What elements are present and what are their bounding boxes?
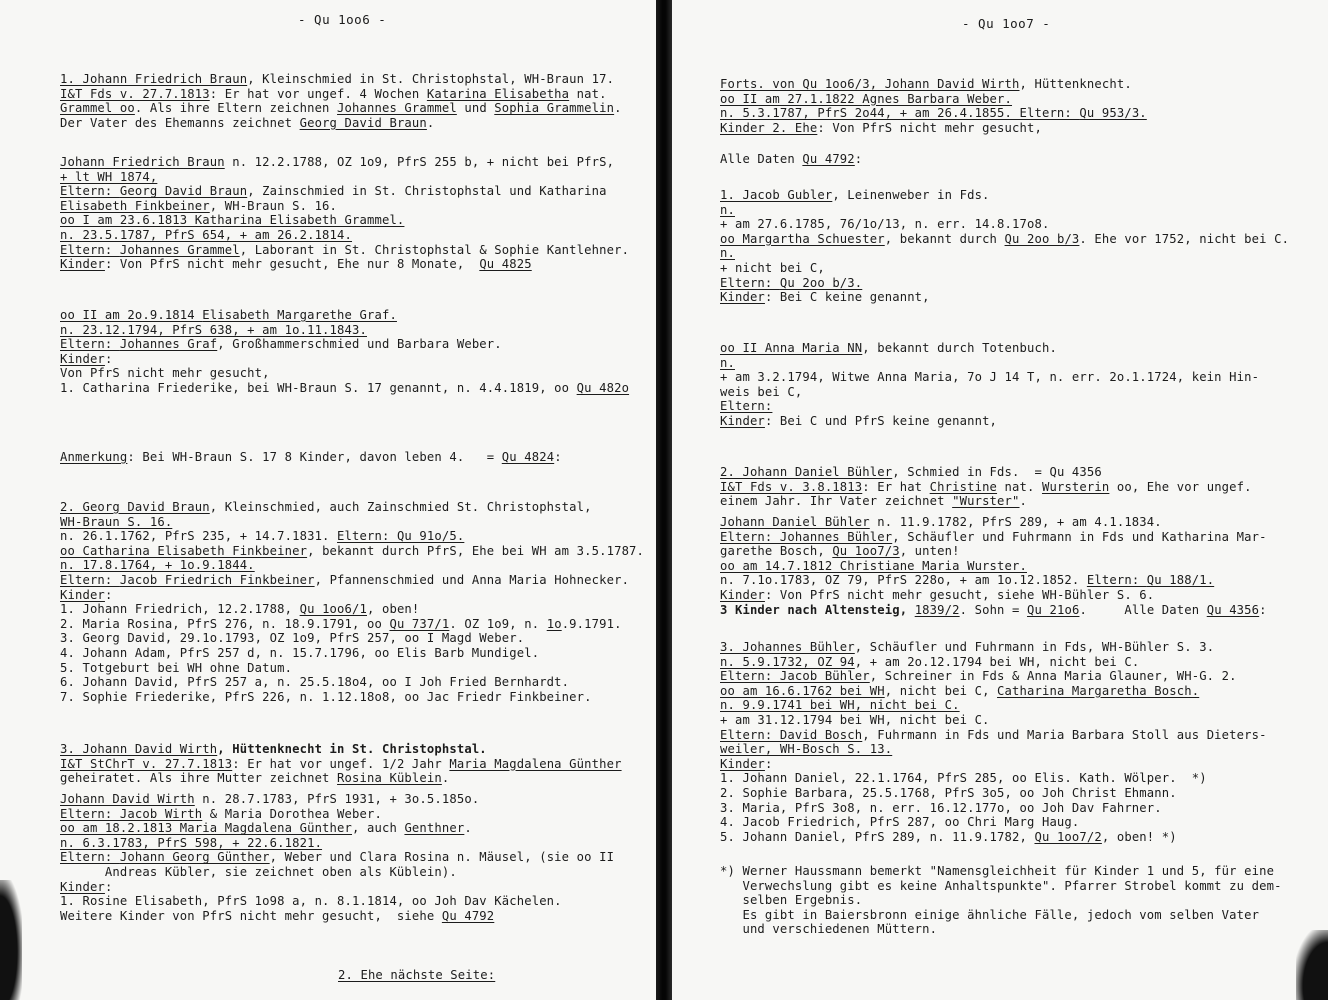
text-line (60, 213, 404, 227)
text-line (60, 661, 292, 675)
page-title-right: - Qu 1oo7 - (962, 16, 1051, 31)
text-line (60, 72, 614, 86)
text-segment: Der Vater des Ehemanns zeichnet (60, 115, 300, 130)
text-line (720, 276, 862, 290)
text-segment: "Wurster" (952, 494, 1020, 509)
text-segment: : Von PfrS nicht mehr gesucht, Ehe nur 8 Monate, (104, 257, 480, 272)
text-segment: Johannes Grammel (119, 242, 240, 257)
text-line (60, 381, 629, 395)
text-segment: Qu 4792 (802, 152, 855, 166)
text-segment: Georg David Braun (119, 184, 248, 199)
text-segment: 3. Maria, PfrS 3o8, n. err. 16.12.177o, oo Joh Dav Fahrner. (720, 800, 1162, 815)
text-segment: Johann Daniel Bühler (720, 515, 870, 529)
text-segment: n. (720, 355, 735, 370)
text-segment: Kinder (720, 414, 765, 428)
text-segment: , Zainschmied in St. Christophstal und Katharina (247, 184, 607, 199)
text-segment: : Er hat vor ungef. 1/2 Jahr (232, 756, 450, 771)
text-segment: Elisabeth Margarethe Graf. (202, 308, 397, 322)
text-segment: . OZ 1o9, n. (449, 616, 547, 631)
text-segment: : (854, 152, 863, 166)
text-segment: Georg David Braun (299, 115, 427, 130)
text-segment: & Maria Dorothea Weber. (202, 806, 382, 821)
text-segment: Genthner (404, 821, 465, 836)
text-segment: , Fuhrmann in Fds und Maria Barbara Stoll aus Dieters- (862, 727, 1267, 742)
text-line (60, 742, 487, 756)
text-segment: n. 5.9.1732, OZ 94 (720, 654, 855, 669)
text-segment: Eltern: Qu 91o/5. (337, 529, 465, 544)
text-segment: . Als ihre Eltern zeichnen (134, 101, 338, 116)
text-segment: , Hüttenknecht in St. Christophstal. (217, 742, 487, 756)
text-line (60, 87, 607, 101)
text-segment: , nicht bei C, (884, 683, 998, 698)
text-segment: Qu 2oo b/3 (1004, 231, 1080, 246)
text-segment: Katarina Elisabetha (426, 86, 570, 101)
text-line (60, 631, 524, 645)
text-line (720, 684, 1199, 698)
text-segment: Qu 953/3. (1079, 106, 1147, 121)
text-segment: : (104, 879, 113, 894)
text-segment: n. 23.12.1794, PfrS 638, + am 1o.11.1843. (60, 322, 367, 337)
text-segment: , Pfannenschmied und Anna Maria Hohnecker. (314, 573, 630, 587)
text-line (720, 588, 1154, 602)
text-line (720, 922, 937, 936)
text-segment: , bekannt durch PfrS, Ehe bei WH am 3.5.1787. (307, 543, 645, 558)
text-segment: . Sohn = (959, 602, 1028, 617)
text-segment: : Von PfrS nicht mehr gesucht, siehe WH-Bühler S. 6. (764, 588, 1155, 602)
text-line (60, 515, 172, 529)
text-segment: .9.1791. (561, 616, 622, 631)
text-line (60, 617, 622, 631)
text-segment: , oben! *) (1101, 829, 1177, 844)
text-segment: Eltern: David Bosch (720, 727, 863, 742)
text-segment: 3. Johannes Bühler (720, 640, 855, 654)
text-segment: + nicht bei C, (720, 261, 825, 275)
text-line (60, 529, 464, 543)
text-segment: n. 5.3.1787, PfrS 2o44, + am 26.4.1855. (720, 106, 1020, 121)
text-line (720, 801, 1162, 815)
text-segment: garethe Bosch, (720, 544, 833, 559)
text-segment: 4. Jacob Friedrich, PfrS 287, oo Chri Marg Haug. (720, 815, 1080, 830)
text-segment: Andreas Kübler, sie zeichnet oben als Küblein). (60, 865, 457, 879)
text-line (720, 786, 1177, 800)
text-segment: Qu 482o (576, 381, 630, 395)
text-line (720, 830, 1177, 844)
text-segment: oo II am 27.1.1822 (720, 91, 863, 106)
text-line (60, 450, 562, 464)
text-line (60, 155, 614, 169)
text-segment: + lt WH 1874, (60, 169, 158, 184)
text-segment: 2. Sophie Barbara, 25.5.1768, PfrS 3o5, oo Joh Christ Ehmann. (720, 786, 1177, 800)
text-segment: Eltern: (60, 573, 120, 587)
text-segment: : Er hat (862, 479, 930, 494)
text-segment: I&T StChrT v. 27.7.1813 (60, 756, 233, 771)
text-line (720, 655, 1139, 669)
text-segment: Jacob Friedrich Finkbeiner (119, 573, 315, 587)
text-segment: Eltern: (720, 275, 780, 290)
text-segment: , Kleinschmied in St. Christophstal, WH-Braun 17. (247, 72, 615, 86)
text-line (720, 217, 1049, 231)
text-segment: 3. Georg David, 29.1o.1793, OZ 1o9, PfrS 257, oo I Magd Weber. (60, 631, 525, 646)
text-segment: Eltern: (1086, 573, 1147, 588)
text-segment: . (614, 101, 622, 116)
text-segment: Qu 4824 (501, 450, 555, 464)
text-segment: : (764, 756, 773, 771)
text-segment: Anmerkung (60, 450, 128, 464)
text-segment: . (426, 115, 435, 130)
text-segment: . Alle Daten (1079, 602, 1207, 617)
text-segment: I&T Fds v. 3.8.1813 (720, 479, 863, 494)
text-line (720, 92, 1012, 106)
text-line (60, 101, 622, 115)
text-segment: : (1259, 602, 1267, 617)
text-line (720, 356, 735, 370)
text-segment: : Bei C keine genannt, (764, 290, 930, 305)
text-line (720, 893, 862, 907)
text-segment: Qu 2oo b/3. (779, 275, 863, 290)
text-line (720, 815, 1079, 829)
text-line (720, 121, 1042, 135)
text-segment: 2. Georg David Braun (60, 500, 210, 514)
text-segment: Elisabeth Finkbeiner (60, 198, 210, 213)
text-segment: Johann Friedrich Braun (60, 155, 225, 169)
text-segment: , bekannt durch Totenbuch. (862, 341, 1057, 355)
text-segment: Catharina Margaretha Bosch. (997, 683, 1200, 698)
text-segment: Qu 1oo7/3 (832, 544, 900, 559)
text-segment: : Bei WH-Braun S. 17 8 Kinder, davon leben 4. = (127, 450, 502, 464)
text-segment: n. (720, 246, 735, 261)
text-segment: , bekannt durch (884, 231, 1005, 246)
text-segment: Maria Magdalena Günther (449, 756, 622, 771)
text-segment: , Leinenweber in Fds. (832, 188, 990, 202)
text-segment: Grammel oo (60, 101, 135, 116)
text-segment: + am 3.2.1794, Witwe Anna Maria, 7o J 14 T, n. err. 2o.1.1724, kein Hin- (720, 370, 1260, 385)
text-segment: Eltern: (60, 242, 120, 257)
text-line (720, 757, 772, 771)
text-line (60, 588, 112, 602)
text-line (60, 690, 592, 704)
text-segment: 2. Ehe nächste Seite: (338, 968, 496, 982)
text-line (720, 669, 1237, 683)
text-line (720, 188, 990, 202)
text-segment: n. (720, 202, 735, 217)
text-segment: Kinder (720, 756, 765, 771)
text-line (60, 792, 479, 806)
text-line (60, 116, 434, 130)
text-line (60, 184, 607, 198)
text-segment: Verwechslung gibt es keine Anhaltspunkte". Pfarrer Strobel kommt zu dem- (720, 878, 1282, 893)
text-line (60, 771, 449, 785)
text-line (60, 257, 532, 271)
text-segment: , Schreiner in Fds & Anna Maria Glauner, WH-G. 2. (869, 669, 1237, 684)
text-segment: , Schäufler und Fuhrmann in Fds und Katharina Mar- (892, 529, 1267, 544)
text-segment: + am 27.6.1785, 76/1o/13, n. err. 14.8.17o8. (720, 217, 1050, 232)
text-segment: Eltern: Johannes Bühler (720, 529, 893, 544)
text-segment: I&T Fds v. 27.7.1813 (60, 86, 210, 101)
text-segment: oo I am 23.6.1813 Katharina Elisabeth Grammel. (60, 213, 405, 228)
text-segment: : (104, 587, 113, 602)
text-segment: und verschiedenen Müttern. (720, 922, 938, 937)
text-segment: Es gibt in Baiersbronn einige ähnliche Fälle, jedoch vom selben Vater (720, 907, 1260, 922)
left-page (0, 0, 656, 1000)
text-segment: oo II am 2o.9.1814 (60, 308, 203, 322)
text-line (720, 399, 772, 413)
text-segment: , Weber und Clara Rosina n. Mäusel, (sie oo II (269, 850, 615, 865)
text-line (60, 170, 157, 184)
text-segment: oo II Anna Maria NN (720, 341, 863, 355)
text-line (60, 500, 592, 514)
text-segment: weiler, WH-Bosch S. 13. (720, 742, 893, 757)
text-segment: Johannes Graf (119, 337, 218, 352)
page-title-left: - Qu 1oo6 - (298, 12, 387, 27)
text-line (720, 106, 1147, 120)
text-line (720, 544, 960, 558)
text-line (720, 261, 825, 275)
text-line (720, 640, 1214, 654)
text-segment: Wursterin (1041, 479, 1110, 494)
text-segment: 2. Maria Rosina, PfrS 276, n. 18.9.1791, oo (60, 616, 390, 631)
text-segment: n. 28.7.1783, PfrS 1931, + 3o.5.185o. (194, 792, 480, 806)
text-segment: und (456, 101, 495, 116)
text-segment: Weitere Kinder von PfrS nicht mehr gesucht, siehe (60, 908, 442, 923)
text-line (60, 850, 614, 864)
text-segment: , oben! (367, 602, 420, 617)
text-line (720, 77, 1132, 91)
text-line (720, 530, 1267, 544)
text-line (720, 742, 892, 756)
text-segment: 5. Johann Daniel, PfrS 289, n. 11.9.1782, (720, 829, 1035, 844)
text-segment: Qu 4792 (441, 908, 495, 923)
text-segment: 2. Johann Daniel Bühler (720, 465, 893, 479)
text-segment: Johann David Wirth (60, 792, 195, 806)
text-segment: geheiratet. Als ihre Mutter zeichnet (60, 771, 338, 786)
text-segment: Von PfrS nicht mehr gesucht, (60, 366, 270, 381)
text-line (60, 558, 255, 572)
text-line (60, 352, 112, 366)
text-line (720, 290, 930, 304)
text-segment: + am 31.12.1794 bei WH, nicht bei C. (720, 713, 990, 727)
text-segment: n. 26.1.1762, PfrS 235, + 14.7.1831. (60, 529, 338, 544)
text-line (720, 385, 802, 399)
text-line (720, 203, 735, 217)
text-line (720, 370, 1259, 384)
text-line (720, 559, 1027, 573)
text-line (720, 515, 1162, 529)
text-segment: oo am 18.2.1813 Maria Magdalena Günther (60, 821, 353, 836)
text-segment: n. 17.8.1764, + 1o.9.1844. (60, 558, 255, 573)
text-segment: Rosina Küblein (337, 771, 442, 786)
text-line (720, 908, 1259, 922)
text-segment: . (464, 821, 472, 836)
book-gutter (656, 0, 672, 1000)
text-line (60, 602, 419, 616)
text-segment: : Er hat vor ungef. 4 Wochen (209, 86, 427, 101)
text-segment: : (104, 351, 113, 366)
text-line (60, 909, 494, 923)
text-segment: Qu 737/1 (389, 616, 450, 631)
text-segment: Eltern: (60, 337, 120, 352)
text-line (60, 836, 322, 850)
text-segment: Kinder (720, 290, 765, 305)
text-segment: einem Jahr. Ihr Vater zeichnet (720, 494, 953, 509)
text-segment: Eltern: (720, 399, 773, 414)
text-segment: Kinder (60, 879, 105, 894)
text-line (720, 879, 1282, 893)
text-segment: Kinder (60, 257, 105, 272)
text-line (720, 246, 735, 260)
text-segment: Qu 1oo7/2 (1034, 829, 1102, 844)
text-segment: oo am 14.7.1812 Christiane Maria Wurster. (720, 558, 1027, 573)
text-segment: Agnes Barbara Weber. (862, 91, 1013, 106)
text-line (720, 414, 997, 428)
text-segment: nat. (997, 479, 1042, 494)
text-segment: , WH-Braun S. 16. (209, 198, 338, 213)
text-line (60, 366, 270, 380)
text-segment: Eltern: (60, 850, 120, 865)
text-line (60, 894, 562, 908)
text-segment: WH-Braun S. 16. (60, 514, 173, 529)
text-line (60, 308, 397, 322)
text-segment: n. 11.9.1782, PfrS 289, + am 4.1.1834. (869, 515, 1162, 529)
text-line (720, 465, 1102, 479)
text-segment: 1. Jacob Gubler (720, 188, 833, 202)
text-segment: weis bei C, (720, 384, 803, 399)
text-segment: nat. (569, 86, 607, 101)
text-segment: Qu 21o6 (1027, 602, 1080, 617)
scan-shadow-right (1296, 930, 1328, 1000)
text-segment: . (441, 771, 450, 786)
text-line (720, 152, 862, 166)
text-line (60, 807, 382, 821)
text-segment: n. 9.9.1741 bei WH, nicht bei C. (720, 698, 960, 713)
text-line (60, 865, 457, 879)
text-segment: . (1019, 494, 1028, 509)
text-line (60, 675, 569, 689)
text-segment: Qu 188/1. (1146, 573, 1215, 588)
text-segment: 1839/2 (914, 602, 960, 617)
text-segment: n. 7.1o.1783, OZ 79, PfrS 228o, + am 1o.12.1852. (720, 573, 1087, 588)
text-segment: Johannes Grammel (337, 101, 457, 116)
text-segment: 1. Johann Friedrich Braun (60, 72, 248, 86)
text-line (720, 573, 1214, 587)
text-segment: , Hüttenknecht. (1019, 77, 1132, 91)
text-line (60, 199, 337, 213)
text-segment: 1. Johann Friedrich, 12.2.1788, (60, 602, 300, 617)
text-segment: oo am 16.6.1762 bei WH (720, 683, 885, 698)
text-segment: , Laborant in St. Christophstal & Sophie Kantlehner. (239, 242, 630, 257)
text-line (720, 771, 1207, 785)
text-segment: Sophia Grammelin (494, 101, 615, 116)
text-segment: Kinder 2. Ehe (720, 120, 818, 135)
text-line (720, 864, 1274, 878)
text-line (60, 337, 502, 351)
text-line (60, 821, 472, 835)
text-segment: Qu 4356 (1206, 602, 1260, 617)
text-segment: 1o (546, 616, 562, 631)
text-segment: Kinder (60, 587, 105, 602)
text-line (338, 968, 495, 982)
text-segment: Christine (929, 479, 998, 494)
text-segment: 1. Rosine Elisabeth, PfrS 1o98 a, n. 8.1.1814, oo Joh Dav Kächelen. (60, 894, 562, 909)
text-line (60, 323, 367, 337)
text-segment: Eltern: (1019, 106, 1080, 121)
text-segment: oo Margartha Schuester (720, 231, 885, 246)
text-segment: *) Werner Haussmann bemerkt "Namensgleichheit für Kinder 1 und 5, für eine (720, 864, 1275, 878)
text-segment: : (554, 450, 562, 464)
text-line (720, 341, 1057, 355)
text-segment: Forts. von Qu 1oo6/3, Johann David Wirth (720, 77, 1020, 91)
text-segment: , Großhammerschmied und Barbara Weber. (217, 337, 502, 352)
text-line (60, 228, 352, 242)
text-segment: : Von PfrS nicht mehr gesucht, (817, 120, 1042, 135)
text-segment: Johann Georg Günther (119, 850, 270, 865)
text-segment: Kinder (60, 351, 105, 366)
text-segment: , + am 2o.12.1794 bei WH, nicht bei C. (854, 654, 1140, 669)
text-segment: . Ehe vor 1752, nicht bei C. (1079, 231, 1290, 246)
text-segment: , unten! (899, 544, 960, 559)
text-segment: Eltern: Jacob Bühler (720, 669, 870, 684)
text-segment: 1. Johann Daniel, 22.1.1764, PfrS 285, oo Elis. Kath. Wölper. *) (720, 771, 1207, 786)
text-segment: Eltern: (60, 184, 120, 199)
text-line (60, 646, 539, 660)
text-segment: Eltern: Jacob Wirth (60, 806, 203, 821)
text-segment: oo Catharina Elisabeth Finkbeiner (60, 543, 308, 558)
text-line (60, 243, 629, 257)
text-line (720, 232, 1289, 246)
text-line (60, 544, 644, 558)
text-line (60, 880, 112, 894)
text-line (720, 698, 960, 712)
text-segment: Alle Daten (720, 152, 803, 166)
scan-shadow-left (0, 880, 22, 1000)
right-page (672, 0, 1328, 1000)
text-segment: 6. Johann David, PfrS 257 a, n. 25.5.18o4, oo I Joh Fried Bernhardt. (60, 675, 570, 690)
text-segment: 5. Totgeburt bei WH ohne Datum. (60, 660, 293, 675)
text-segment: selben Ergebnis. (720, 893, 863, 908)
text-line (720, 480, 1252, 494)
text-line (60, 573, 629, 587)
text-segment: , auch (352, 821, 405, 836)
text-segment: 3. Johann David Wirth (60, 742, 218, 756)
text-segment: , Kleinschmied, auch Zainschmied St. Christophstal, (209, 500, 592, 514)
text-segment: 3 Kinder nach Altensteig, (720, 602, 915, 617)
text-segment: oo, Ehe vor ungef. (1109, 479, 1252, 494)
text-line (720, 713, 990, 727)
text-segment: , Schmied in Fds. = Qu 4356 (892, 465, 1102, 479)
text-segment: Qu 4825 (479, 257, 532, 272)
text-segment: 4. Johann Adam, PfrS 257 d, n. 15.7.1796, oo Elis Barb Mundigel. (60, 646, 540, 660)
text-segment: Kinder (720, 588, 765, 602)
text-line (720, 603, 1267, 617)
text-segment: n. 12.2.1788, OZ 1o9, PfrS 255 b, + nicht bei PfrS, (224, 155, 615, 169)
text-segment: , Schäufler und Fuhrmann in Fds, WH-Bühler S. 3. (854, 640, 1215, 654)
text-segment: 7. Sophie Friederike, PfrS 226, n. 1.12.18o8, oo Jac Friedr Finkbeiner. (60, 689, 592, 704)
text-line (720, 494, 1027, 508)
text-segment: : Bei C und PfrS keine genannt, (764, 414, 998, 428)
text-segment: n. 6.3.1783, PfrS 598, + 22.6.1821. (60, 835, 323, 850)
text-line (60, 757, 622, 771)
text-segment: n. 23.5.1787, PfrS 654, + am 26.2.1814. (60, 228, 353, 242)
text-line (720, 728, 1267, 742)
text-segment: Qu 1oo6/1 (299, 602, 367, 617)
text-segment: 1. Catharina Friederike, bei WH-Braun S. 17 genannt, n. 4.4.1819, oo (60, 381, 577, 395)
